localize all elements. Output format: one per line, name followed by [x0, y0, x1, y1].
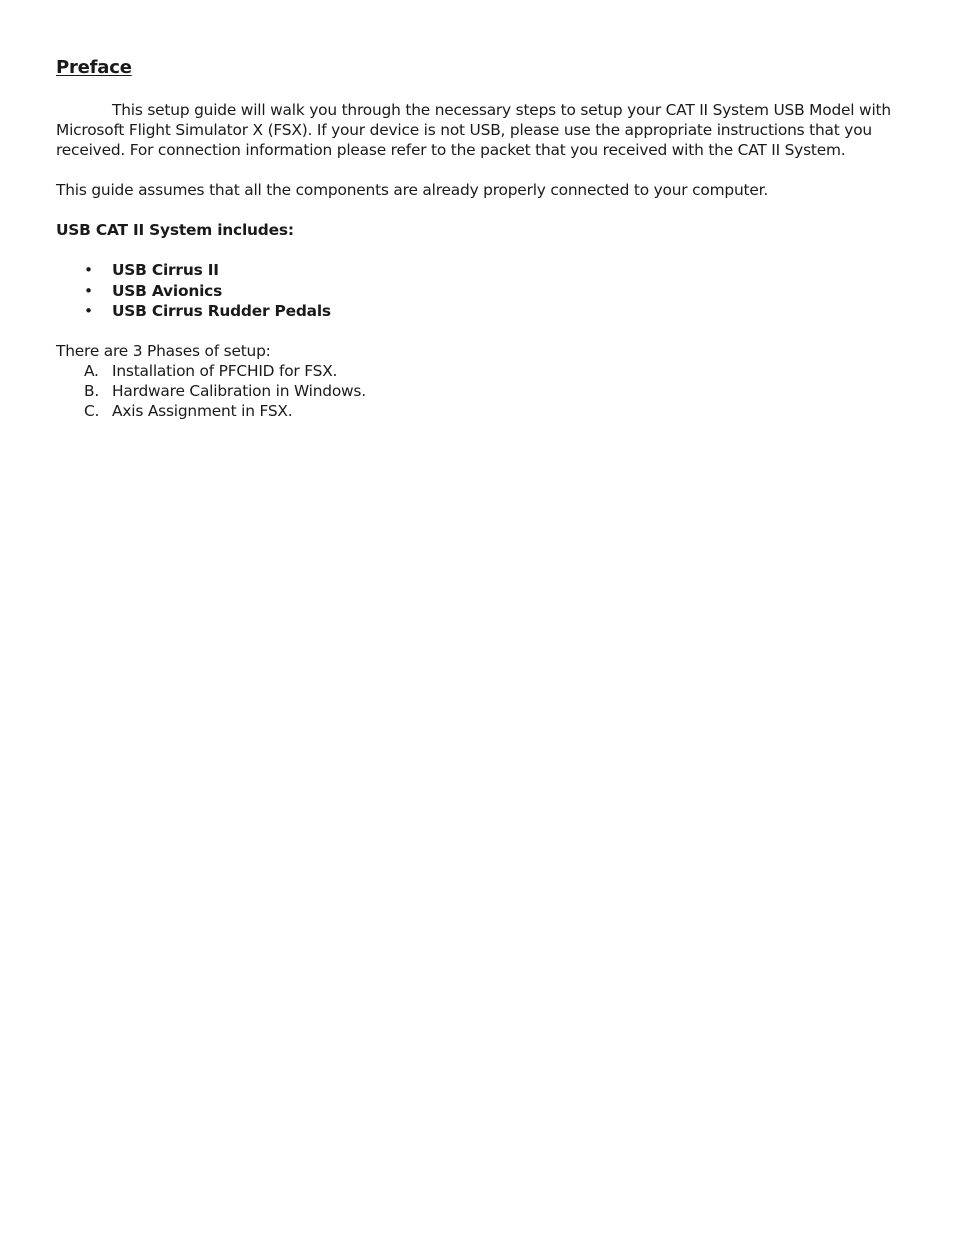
list-item	[56, 381, 898, 401]
includes-label: USB CAT II System includes:	[56, 221, 294, 240]
list-item-label: Hardware Calibration in Windows.	[112, 381, 366, 400]
phases-intro: There are 3 Phases of setup:	[56, 341, 271, 360]
list-marker: A.	[84, 361, 99, 380]
list-item	[56, 281, 898, 301]
assumption-paragraph: This guide assumes that all the components are already properly connected to your computer.	[56, 181, 769, 200]
bullet-icon: •	[84, 261, 93, 280]
list-item	[56, 301, 898, 321]
list-marker: B.	[84, 381, 100, 400]
list-item-label: Axis Assignment in FSX.	[112, 402, 293, 421]
list-item-label: USB Cirrus II	[112, 261, 219, 280]
phases-list	[56, 361, 898, 421]
list-item-label: USB Cirrus Rudder Pedals	[112, 301, 331, 320]
list-marker: C.	[84, 402, 100, 421]
page-title: Preface	[56, 57, 132, 78]
list-item	[56, 260, 898, 280]
bullet-icon: •	[84, 301, 93, 320]
intro-paragraph: This setup guide will walk you through the necessary steps to setup your CAT II System USB Model with Microsoft Flight Simulator X (FSX). If your device is not USB, please use the appropriate instructions that you received. For connection information please refer to the packet that you received with the CAT II System.	[56, 101, 891, 160]
list-item-label: Installation of PFCHID for FSX.	[112, 361, 338, 380]
list-item-label: USB Avionics	[112, 281, 223, 300]
list-item	[56, 361, 898, 381]
document-page	[56, 56, 898, 421]
bullet-icon: •	[84, 281, 93, 300]
list-item	[56, 401, 898, 421]
includes-list	[56, 260, 898, 320]
